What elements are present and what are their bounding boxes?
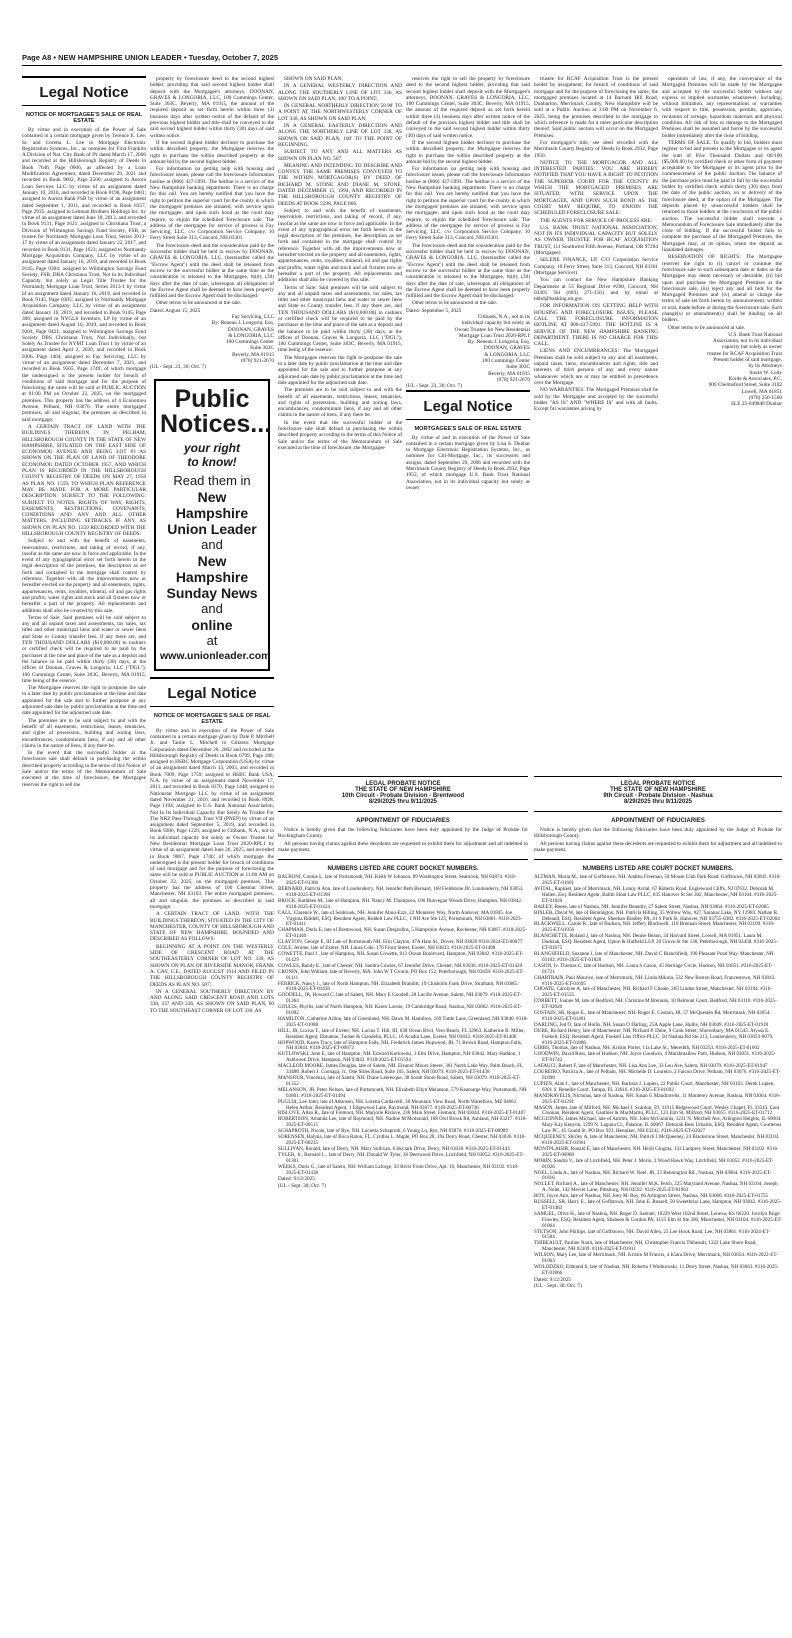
signature-block	[150, 314, 274, 364]
list-item: SORENSEN, Halyna, late of Boca Raton, FL. Cynthia L. Maple, PO Box 28, 19a Derry Road, Chester, NH 03036. #318-2025-ET-00235	[278, 1134, 526, 1146]
sig-line: By: Reneau J. Longoria, Esq.	[467, 339, 530, 346]
sig-line: DOONAN, GRAVES	[483, 345, 530, 352]
sig-line: DOONAN, GRAVES	[227, 326, 274, 333]
divider	[534, 776, 782, 777]
column-2	[150, 76, 274, 1618]
paragraph: IN A GENERAL EASTERLY DIRECTION AND ALONG THE NORTHERLY LINE OF LOT 338, AS SHOWN ON SAID PLAN, 100' TO THE POINT OF BEGINNING.	[278, 123, 402, 148]
paragraph: FOR INFORMATION ON GETTING HELP WITH HOUSING AND FORECLOSURE ISSUES, PLEASE CALL THE FORECLOSURE INFORMATION HOTLINE AT 800-437-5991. THE HOTLINE IS A SERVICE OF THE NEW HAMPSHIRE BANKING DEPARTMENT. THERE IS NO CHARGE FOR THIS CALL.	[534, 303, 658, 348]
paragraph: You can contact the New Hampshire Banking Department at 53 Regional Drive #200, Concord, NH 03301 Tel (603) 271-3561 and by email at nhbd@banking.nh.gov.	[534, 277, 658, 303]
divider	[278, 811, 528, 812]
list-item: CRONIN, John William, late of Beverly, MA. John W T Cronin, PO Box 152, Peterborough, NH 03458. #318-2025-ET-01111	[278, 968, 524, 981]
column-6	[662, 76, 782, 766]
docket-note: NUMBERS LISTED ARE COURT DOCKET NUMBERS.	[582, 866, 734, 873]
docket-note: NUMBERS LISTED ARE COURT DOCKET NUMBERS.	[327, 866, 479, 873]
paragraph: Terms of Sale: Said premises will be sold subject to any and all unpaid taxes and assessments, tax sales, tax titles and other municipal liens and water or sewer liens and State or County transfer fees, if any there are, and TEN THOUSAND DOLLARS ($10,000.00) in cashiers or certified check will be required to be paid by the purchaser at the time and place of the sale as a deposit and the balance to be paid within thirty (30) days, at the offices of Doonan, Graves & Longoria, LLC ("DGL"), 100 Cummings Center, Suite 303C, Beverly, MA 01915, time being of the essence.	[22, 614, 146, 684]
sig-line: Association, not in its individual	[712, 338, 782, 345]
list-item: ALTMAN, Maria M., late of Goffstown, NH. Andrea Freeman, 58 Moose Club Park Road, Goffstown, NH 03045. #316-2025-ET-01601	[534, 874, 781, 887]
list-item: COWETTE, Paul J., late of Hampton, NH. Susan Cowette, 813 Ocean Boulevard, Hampton, NH 03842. #318-2025-ET-01429	[278, 950, 524, 963]
column-3	[278, 76, 402, 766]
publication-run: (UL - Sept. 30; Oct. 7)	[534, 1283, 582, 1290]
sig-line: Mortgage Loan Trust 2020-RPL1	[458, 332, 530, 339]
fiduciary-list	[534, 875, 782, 1277]
ad-line: your right to know!	[184, 440, 240, 469]
paragraph: BEGINNING AT A POINT ON THE WESTERLY SIDE OF CRESCENT ROAD AT THE SOUTHEASTERLY CORNER OF LOT NO. 339, AS SHOWN ON PLAN OF RIVERSIDE MANOR, FRANK A. GAY, C.E., DATED AUGUST 1914 AND FILED IN THE HILLSBOROUGH COUNTY REGISTRY OF DEEDS AS PLAN NO. 507;	[150, 943, 274, 988]
paragraph: NO WARRANTIES: The Mortgaged Premises shall be sold by the Mortgagee and accepted by the successful bidder "AS IS" AND "WHERE IS" and with all faults. Except for warranties arising by	[534, 387, 658, 413]
sig-line: Susan W. Cody	[749, 369, 782, 376]
list-item: GOODELL, JR, Howard C, late of Salem, NH. Mary E Goodell, 28 Lucille Avenue, Salem, NH 03079. #318-2025-ET-01364	[278, 992, 522, 1005]
list-item: CLAYTON, George E, III Late of Portsmouth NH. Erin Clayton, 47A Ham St., Dover, NH 03820 #318-2024-ET-00077.	[278, 939, 524, 946]
sig-line: SLE 25-049848 Dunbar	[731, 401, 782, 408]
list-item: KUTLOWSKI, John E, late of Hampton, NH. Edward Kutlowski, 3 Elm Drive, Hampton, NH 03842. Mary Haddon, 1 Ashbrook Drive, Hampton, NH 03842. #318-2025-ET-01594	[278, 1051, 521, 1064]
ad-line: Union Leader	[167, 520, 257, 537]
list-item: LAFAUCI, Robert F, late of Manchester, NH. Lisa Ann Lee, 33 Leu Ave, Salem, NH 03079. #316-2025-ET-01947	[534, 1063, 768, 1070]
paragraph: IN A GENERAL SOUTHERLY DIRECTION BY AND ALONG SAID CRESCENT ROAD AND LOTS 338, 337 AND 336, AS SHOWN ON SAID PLAN, 60 TO THE SOUTHEAST CORNER OF LOT 336, AS	[150, 988, 274, 1014]
list-item: MANDRAVELIS, Nicholas, late of Nashua, NH. Susan G Mandravelis, 11 Monterey Avenue, Nashua, NH 03064. #316-2025-ET-01291	[534, 1092, 781, 1105]
paragraph: By virtue and in execution of the Power of Sale contained in a certain mortgage given by Terence E. Lee, Sr. and Coretta L. Lee to Mortgage Electronic Registration Systems, Inc., as nominee for First Franklin A Division of Nat. City Bank of IN dated March 17, 2006 and recorded at the Hillsborough Registry of Deeds in Book 7646, Page 0606, as affected by a Loan Modification Agreement, dated December 29, 2021 and recorded in Book 9602, Page 2500; assigned to Aurora Loan Services LLC by virtue of an assignment dated January 10, 2010, and recorded in Book 8196, Page 0481; assigned to Aurora Bank FSB by virtue of an assignment dated September 1, 2011, and recorded in Book 8357, Page 2935; assigned to Lehman Brothers Holdings Inc. by virtue of an assignment dated June 18, 2013, and recorded in Book 9131, Page 1621; assigned to Christiana Trust, a Division of Wilmington Savings Fund Society, FSB, as trustee for Normandy Mortgage Loan Trust, Series 2013-17 by virtue of an assignment dated January 22, 2017, and recorded in Book 9131, Page 1623; assigned to Normandy Mortgage Acquisition Company, LLC by virtue of an assignment dated January 16, 2019, and recorded in Book 9145, Page 0304; assigned to Wilmington Savings Fund Society, FSB, DBA Christiana Trust, Not in its Individual Capacity, but solely as Legal Title Trustee for the Normandy Mortgage Loan Trust, Series 2013-1 by virtue of an assignment dated January 16, 2019, and recorded in Book 9145, Page 0305; assigned to Normandy Mortgage Acquisition Company, LLC by virtue of an assignment dated January 16, 2019, and recorded in Book 9145, Page 306; assigned to NYGLS Investors, LP by virtue of an assignment dated August 16, 2019, and recorded in Book 9204, Page 0421; assigned to Wilmington Savings Fund Society DBS Christiana Trust, Not Individually, but Solely As Trustee for NYMT Loan Trust 1 by virtue of an assignment dated April 2, 2020, and recorded in Book 9306, Page 1404; assigned to Fay Servicing, LLC by virtue of an assignment dated December 7, 2021, and recorded in Book 9565, Page 1749; of which mortgage the undersigned is the present holder for breach of conditions of said mortgage and for the purpose of foreclosing the same will be sold at PUBLIC AUCTION at 01:00 PM on October 22, 2025, on the mortgaged premises. This property has the address of 4 Economou Avenue, Pelham, NH 03076. The entire mortgaged premises, all and singular, the premises as described in said mortgage:	[22, 127, 146, 423]
paragraph: If the second highest bidder declines to purchase the within described property, the Mortgagee reserves the right to purchase the within described property at the amount bid by the second highest bidder.	[406, 139, 530, 165]
list-item: MELANSON, JR, Peter Nelson, late of Portsmouth, NH. Elizabeth Ellyn Melanson, 579 Kearsarge Way, Portsmouth, NH 03801. #318-2025-ET-01494	[278, 1086, 527, 1099]
probate-title: LEGAL PROBATE NOTICE	[620, 781, 696, 787]
paragraph: TERMS OF SALE: To qualify to bid, bidders must register to bid and present to the Mortgagee or its agent the sum of Five Thousand Dollars and 00/100 ($5,000.00) by certified check or other form of payment acceptable to the Mortgagee or its agent prior to the commencement of the public auction. The balance of the purchase price must be paid in full by the successful bidder by certified check within thirty (30) days from the date of the public auction, on or delivery of the foreclosure deed, at the option of the Mortgagee. The deposits placed by unsuccessful bidders shall be returned to those bidders at the conclusion of the public auction. The successful bidder shall execute a Memorandum of Foreclosure Sale immediately after the close of bidding. If the successful bidder fails to complete the purchase of the Mortgaged Premises, the Mortgagee may, at its option, retain the deposit as liquidated damages.	[662, 139, 782, 254]
paragraph: The premises are to be sold subject to and with the benefit of all easements, restrictions, leases, tenancies, and rights of possession, building and zoning laws, encumbrances, condominium liens, if any and all other claims in the nature of liens, if any there be.	[278, 387, 402, 419]
ad-line: New Hampshire	[175, 552, 249, 585]
list-item: BALBONI, Connie L, late of Portsmouth, NH. Keith W Johnson, 89 Washington Street, Seabrook, NH 03874. #318-2025-ET-01366	[278, 874, 517, 887]
divider	[534, 811, 782, 812]
sig-line: By: Reneau J. Longoria, Esq.	[211, 320, 274, 327]
paragraph: A CERTAIN TRACT OF LAND WITH THE BUILDINGS THEREON IN PELHAM, HILLSBOROUGH COUNTY IN THE STATE OF NEW HAMPSHIRE, SITUATED ON THE EAST SIDE OF ECONOMOU AVENUE AND BEING LOT #3 AS SHOWN ON THE PLAN OF LAND OF THEODORE ECONOMOU DATED OCTOBER 1957, AND WHICH PLAN IS RECORDED IN THE HILLSBOROUGH COUNTY REGISTRY OF DEEDS ON MAY 27, 1958 AS PLAN NO. 1559. TO WHICH PLAN REFERENCE MAY BE MADE FOR A MORE PARTICULAR DESCRIPTION. SUBJECT TO THE FOLLOWING: SUBJECT TO NOTES, RIGHTS OF WAY, RIGHTS, EASEMENTS, RESTRICTIONS, COVENANTS, CONDITIONS AND ANY AND ALL OTHER MATTERS, INCLUDING SETBACKS IF ANY, AS SHOWN ON PLAN NO. 1559 RECORDED WITH THE HILLSBOROUGH COUNTY REGISTRY OF DEEDS.	[22, 423, 146, 537]
list-item: SAMUEL, Olive H., late of Nashua, NH. Roger D. Samuel, 19229 West 102nd Street, Lenexa, KS 66220. Jocelyn Paige Frawley, ESQ. Resident Agent, Shaheen & Gordon PA, 1155 Elm St Ste 300, Manchester, NH 03104. #316-2025-ET-01864	[534, 1210, 782, 1229]
paragraph: The Mortgagee reserves the right to postpone the sale to a later date by public proclamation at the time and date appointed for the sale and to further postpone at any adjourned sale date by public proclamation at the time and date appointed for the adjourned sale date.	[22, 685, 146, 717]
paragraph: The premises are to be sold subject to and with the benefit of all easements, restrictions, leases, tenancies, and rights of possession, building and zoning laws, encumbrances, condominium liens, if any and all other claims in the nature of liens, if any there be.	[22, 717, 146, 749]
divider	[534, 859, 782, 860]
ad-line: and	[201, 536, 223, 552]
paragraph: SHOWN ON SAID PLAN;	[284, 76, 343, 82]
sig-line: capacity but solely as owner	[721, 344, 782, 351]
sig-line: Suite 303C	[250, 345, 274, 352]
legal-notice-heading: Legal Notice	[406, 390, 530, 420]
sig-line: Beverly, MA 01915	[232, 351, 274, 358]
paragraph: Notice is hereby given that the following fiduciaries have been duly appointed by the Judge of Probate for Hillsborough County.	[534, 827, 782, 840]
paragraph: THE AGENTS FOR SERVICE OF PROCESS ARE:	[540, 217, 653, 224]
list-item: GOULIS, Phyllis, late of North Hampton, NH. Karen Lavoie, 19 Cambridge Road, Nashua, NH 03062. #318-2025-ET-01092	[278, 1004, 522, 1017]
list-item: CHOATE, Carolyne A, late of Manchester, NH. Richard F Choate, 265 Linden Street, Manchester, NH 03104. #316-2025-ET-01535	[534, 986, 773, 999]
paragraph: In the event that the successful bidder at the foreclosure sale shall default in purchasing the within described property according to the terms of this Notice of Sale and/or the terms of the Memorandum of Sale executed at the time of foreclosure, the Mortgagee reserves the right to sell the	[22, 750, 146, 788]
list-item: GOODWIN, David Ross, late of Hudson, NH. Joyce Goodwin, 4 Marshmallow Path, Hudson, NH 03051. #316-2025-ET-01742	[534, 1051, 776, 1064]
list-item: HILL, JR, Lucius T., late of Exeter, NH. Lucius T. Hill, III, 638 Ocean Blvd, Vero Beach, FL 32963. Katherine B. Miller, Resident Agent, Donahue, Tucker & Ciandella, PLLC, 16 Acadia Lane, Exeter, NH 03833. #318-2025-ET-01408	[278, 1027, 525, 1040]
list-item: STETSON, John Phillips, late of Goffstown, NH. David Allen, 23 Lee Hook Road, Lee, NH 03861. #316-2024-ET-01584	[534, 1228, 770, 1241]
paragraph: Other terms to be announced at the sale.	[156, 300, 242, 307]
notice-title: NOTICE OF MORTGAGEE'S SALE OF REAL ESTATE	[25, 112, 143, 124]
list-item: WOLODZKO, Edmund S, late of Nashua, NH. Roberta J Woitkowski, 11 Derry Street, Nashua, NH 03063. #316-2025-ET-01866	[534, 1264, 779, 1276]
list-item: BERNARD, Patricia Ann, late of Londonderry, NH. Jennifer Beth Bernard, 168 Fieldstone Dr, Londonderry, NH 03053. #318-2025-ET-01398	[278, 886, 524, 898]
fiduciary-list	[278, 875, 528, 1176]
list-item: COWLES, Randy E., late of Chester, NH. Sandra Cowles, 67 Jennifer Drive, Chester, NH 03036. #318-2025-ET-01420	[278, 962, 523, 969]
sig-line: Present holder of said mortgage,	[713, 357, 782, 364]
publication-run: (UL - Sept. 23, 30; Oct. 7)	[150, 364, 206, 371]
signature-block	[406, 314, 530, 383]
paragraph: The foreclosure deed and the consideration paid by the successful bidder shall be held in escrow by DOONAN, GRAVES & LONGORIA, LLC, (hereinafter called the "Escrow Agent") until the deed shall be released from escrow to the successful bidder at the same time as the consideration is released to the Mortgagee, thirty (30) days after the date of sale, whereupon all obligations of the Escrow Agent shall be deemed to have been properly fulfilled and the Escrow Agent shall be discharged.	[150, 242, 274, 300]
sig-line: by its Attorneys	[748, 363, 782, 370]
sig-line: 100 Cummings Center	[226, 339, 274, 346]
paragraph: All persons having claims against these decedents are requested to exhibit them for adjustment and all indebted to make payment.	[534, 840, 782, 853]
list-item: CASON, Iv. Thomas C, late of Hudson, NH. Laura S Cason, 45 Heritage Circle, Hudson, NH 03051. #316-2025-ET-01721	[534, 962, 773, 975]
notice-body	[22, 127, 146, 788]
paragraph: IN A GENERAL WESTERLY DIRECTION AND ALONG THE SOUTHERLY LINE OF LOT 336, AS SHOWN ON SAID PLAN, 100' TO A POINT;	[278, 83, 402, 102]
paragraph: In the event that the successful bidder at the foreclosure sale shall default in purchasing the within described property according to the terms of this Notice of Sale and/or the terms of the Memorandum of Sale executed at the time of foreclosure, the Mortgagee	[278, 419, 402, 451]
sig-line: Fay Servicing, LLC	[231, 313, 274, 320]
ad-line: Sunday News	[166, 584, 258, 601]
sig-line: (978) 921-2670	[240, 358, 274, 365]
list-item: MASON, James, late of Milford, NH. Michael J. Scanlon, 59, 31915 Ridgewood Court, Wesley Chapel, FL 33543. Cara Cloonan, Resident Agent, Gauthier & MacMartin, PLLC, 123 Elm St, Milford, NH 03055. #316-2025-ET-01712	[534, 1104, 780, 1117]
paragraph: operation of law, if any, the conveyance of the Mortgaged Premises will be made by the Mortgagee and accepted by the successful bidder without any express or implied warranties whatsoever, including, without limitation, any representations or warranties with respect to title, possession, permits, approvals, recitation of acreage, hazardous materials and physical condition. All risk of loss or damage to the Mortgaged Premises shall be assumed and borne by the successful bidder immediately after the close of bidding.	[662, 76, 782, 139]
ad-line: at	[206, 632, 218, 648]
list-item: MCGUINNIS, James Michael, late of Antrim, NH. John McGuinnis, 1231 N. Mitchell Ave, Arlington Heights, IL 60004. Mary Kay Kenyon, 1299 N. Laguna Ct., Palatine, IL 60067. Deborah Bess Urbaitis, ESQ. Resident Agent, Courteous Law PC, 45 Gould St, PO Box 923, Henniker, NH 03242. #316-2025-ET-02027	[534, 1116, 782, 1135]
paragraph: The Mortgagee reserves the right to postpone the sale to a later date by public proclamation at the time and date appointed for the sale and to further postpone at any adjourned sale date by public proclamation at the time and date appointed for the adjourned sale date.	[278, 354, 402, 386]
probate-subtitle: APPOINTMENT OF FIDUCIARIES	[356, 818, 450, 824]
list-item: SULLIVAN, Ronald, late of Derry, NH. Mary Sullivan, 6 Skylark Drive, Derry, NH 03038. #318-2025-ET-01443	[278, 1145, 510, 1152]
list-item: SCHAPROTH, Nicole, late of Rye, NH. Lucretia Schaproth, 6 Young Ln, Rye, NH 03870. #318-2025-ET-00909	[278, 1128, 508, 1135]
sig-line: U.S. Bank Trust National	[728, 331, 782, 338]
list-item: GIBBS, Thomas, late of Nashua, NH. Kristin Porter, 11a Lake St., Meredith, NH 03253. #316-2025-ET-01602	[534, 1045, 760, 1052]
probate-state: THE STATE OF NEW HAMPSHIRE	[610, 787, 706, 793]
ad-url: www.unionleader.com	[160, 649, 271, 662]
dated-line: Dated: August 15, 2025	[150, 307, 201, 314]
public-notices-ad	[154, 379, 270, 671]
list-item: MONTPLAISIR, Ronald E, late of Manchester, NH. Heidi Gingras, 133 Lamprey Street, Manchester, NH 03102. #316-2025-ET-00980	[534, 1145, 779, 1158]
notice-title: NOTICE OF MORTGAGEE'S SALE OF REAL ESTATE	[153, 712, 271, 725]
probate-notice-brentwood	[278, 770, 528, 1618]
legal-notice-heading: Legal Notice	[150, 677, 274, 707]
ad-line: Public	[174, 384, 250, 413]
sig-line: & LONGORIA, LLC	[228, 332, 274, 339]
list-item: CHAPMAN, Doris E, late of Brentwood, NH. Susan Desjardins, 5 Hampshire Avenue, Rochester, NH 03867. #318-2025-ET-01440	[278, 927, 527, 940]
sig-line: Beverly, MA 01915	[488, 370, 530, 377]
paragraph: Other terms to be announced at the sale.	[412, 300, 498, 307]
list-item: BAILEY, Reese, late of Nashua, NH. Jennifer Beaudry, 27 Salem Street, Nashua, NH 03064. #316-2025-ET-02085	[534, 903, 769, 910]
paragraph: If the second highest bidder declines to purchase the within described property, the Mortgagee reserves the right to purchase the within described property at the amount bid by the second highest bidder.	[150, 139, 274, 165]
list-item: BROCK, Kathleen M., late of Hampton, NH. Nancy M. Thompson, 106 Dunvegan Woods Drive, Hampton, NH 03842. #318-2025-ET-01424	[278, 897, 523, 910]
list-item: MORIN, Sandra V., late of Litchfield, NH. Peter J. Morin, 3 Wood Hawk Way, Litchfield, NH 03052. #316-2025-ET-01926	[534, 1157, 774, 1170]
paragraph: U.S. BANK TRUST NATIONAL ASSOCIATION, NOT IN ITS INDIVIDUAL CAPACITY BUT SOLELY AS OWNER TRUSTEE FOR RCAF ACQUISITION TRUST, 111 Southwest Fifth Avenue, Portland, OR 97204 (Mortgagee)	[534, 224, 658, 257]
sig-line: 100 Cummings Center	[482, 358, 530, 365]
paragraph: Other terms to be announced at sale.	[668, 324, 746, 331]
signature-block	[662, 332, 782, 408]
dated-line: Dated: September 5, 2025	[406, 307, 462, 314]
column-5	[534, 76, 658, 766]
ad-line: and	[201, 600, 223, 616]
list-item: BIXLER, David W, late of Bennington, NH. Patricia Hilling, 35 Willow Way, #27, Saranac Lake, NY 12983. Nathan R. Deleault, ESQ. Resident Agent, Sheehan Bradley PA, 41 S Park St, Hanover, NH 03755-0382. #316-2025-ET-02004	[534, 909, 780, 922]
paragraph: Terms of Sale: Said premises will be sold subject to any and all unpaid taxes and assessments, tax sales, tax titles and other municipal liens and water or sewer liens and State or County transfer fees, if any there are, and TEN THOUSAND DOLLARS ($10,000.00) in cashiers or certified check will be required to be paid by the purchaser at the time and place of the sale as a deposit and the balance to be paid within thirty (30) days, at the offices of Doonan, Graves & Longoria, LLC ("DGL"), 100 Cummings Center, Suite 303C, Beverly, MA 01915, time being of the essence.	[278, 284, 402, 354]
paragraph: LIENS AND ENCUMBRANCES: The Mortgaged Premises shall be sold subject to any and all easements, unpaid taxes, liens, encumbrances and rights, title and interests of third persons of any and every nature whatsoever which are or may be entitled to precedence over the Mortgage.	[534, 348, 658, 386]
ad-line: online	[191, 616, 233, 633]
ad-line: Notices...	[160, 409, 272, 438]
list-item: ROBERTSON, Amanda Lee, late of Raymond, NH. Nadine M Mcdonald, 188 Owl Brook Rd, Ashland, NH 03217. #318-2025-ET-00515	[278, 1116, 527, 1129]
list-item: BLANCHFIELD, Suzanne J, late of Manchester, NH. David C Blanchfield, 190 Pleasant Pond Way, Manchester, NH 03102. #316-2025-ET-01828	[534, 950, 774, 963]
probate-notice-nashua	[534, 770, 782, 1618]
paragraph: Subject to and with the benefit of easements, reservation, restrictions, and taking of record, if any, insofar as the same are now in force and applicable. In the event of any typographical error set forth herein in the legal description of the premises, the description as set forth and contained in the mortgage shall control by reference. Together with all the improvements now or hereafter erected on the property and all easements, rights, appurtenances, rents, royalties, mineral, oil and gas rights and profits, water rights and stock and all fixtures now or hereafter a part of the property. All replacements and additions shall also be covered by this sale.	[278, 207, 402, 284]
divider	[278, 859, 528, 860]
list-item: TYLER, Jr., Bernard L., late of Derry, NH. Donald W. Tyler, 36 Deerwood Drive, Litchfield, NH 03052. #318-2025-ET-01301	[278, 1151, 524, 1164]
list-item: NOLLET, Richard A., late of Manchester, NH. Jennifer M.K. Felch, 225 Maryland Avenue, Nashua, NH 03104. Joseph A. Nolet, 142 Mercer Lane, Pittsburg, NH 03592. #316-2025-ET-01963	[534, 1181, 778, 1194]
sig-line: Citibank, N.A., not in its	[477, 313, 530, 320]
dated-line: Dated: 9/12/2025	[278, 1176, 315, 1183]
sig-line: Korde & Associates, P.C.	[728, 375, 782, 382]
paragraph: Subject to and with the benefit of easements, reservations, restrictions, and taking of record, if any, insofar as the same are now in force and applicable. In the event of any typographical error set forth herein in the legal description of the premises, the description as set forth and contained in the mortgage shall control by reference. Together with all the improvements now or hereafter erected on the property and all easements, rights, appurtenances, rents, royalties, mineral, oil and gas rights and profits, water rights and stock and all fixtures now or hereafter a part of the property. All replacements and additions shall also be covered by this sale.	[22, 538, 146, 614]
list-item: BLACKWELL, Carole R., late of Hudson, NH. Jeffery Blackwell, 110 Brennan Street, Manchester, NH 03109. #316-2025-ET-01956	[534, 921, 775, 934]
divider	[278, 776, 528, 777]
legal-notice-heading: Legal Notice	[22, 76, 146, 106]
list-item: DARLING, Jed O, late of Hollis, NH. Susan O Darling, 25A Apple Lane, Hollis, NH 03049. #316-2025-ET-01918	[534, 1021, 769, 1028]
paragraph: By virtue of and in execution of the Power of Sale contained in a certain mortgage given by Lisa S. Dunbar to Mortgage Electronic Registration Systems, Inc., as nominee for Citi-Mortgage, Inc., its successors and assigns, dated September 29, 2006 and recorded with the Merrimack County Registry of Deeds in Book 2932, Page 1952, of which mortgage U.S. Bank Trust National Association, not in its individual capacity but solely as owner	[406, 434, 530, 491]
sig-line: Owner Trustee for New Residential	[454, 326, 530, 333]
list-item: MANSOUR, Vincenza, late of Salem, NH. Diane Labrecque, 38 South Shore Road, Salem, NH 03079. #318-2025-ET-01352	[278, 1075, 521, 1087]
sig-line: 900 Chelmsford Street, Suite 3102	[708, 382, 782, 389]
probate-dates: 8/29/2025 thru 9/11/2025	[368, 799, 438, 805]
probate-state: THE STATE OF NEW HAMPSHIRE	[355, 787, 451, 793]
list-item: WILSON, Mary Lee, late of Merrimack, NH. Kristin M Francis, 4 Klara Drive, Merrimack, NH 03054. #316-2022-ET-01063	[534, 1252, 778, 1265]
list-item: RISLOVE, Allan R., late of Fremont, NH. Marjorie Rislove, 236 Main Street, Fremont, NH 03044. #318-2025-ET-01407	[278, 1110, 526, 1117]
list-item: COLE, Jerome, late of Exeter, NH. Laura Cole, 176 Front Street, Exeter, NH 03833. #318-2025-ET-01498	[278, 945, 496, 952]
list-item: MACLEOD MOORE, James Douglas, late of Salem, NH. Eleanor Moore Steere, 301 North Lake Way, Palm Beach, FL 33480. Robert J. Coonaga, Jr., One Stiles Road, Suite 105, Salem, NH 03079. #318-2025-ET-01458	[278, 1063, 523, 1076]
paragraph: property by foreclosure deed to the second highest bidder, providing that said second highest bidder shall deposit with the Mortgagee's attorneys, DOONAN, GRAVES & LONGORIA, LLC, 100 Cummings Center, Suite 303C, Beverly, MA 01915, the amount of the required deposit as set forth herein within three (3) business days after written notice of the default of the previous highest bidder and title shall be conveyed to the said second highest bidder within thirty (30) days of said written notice.	[150, 76, 274, 139]
sig-line: Lowell, MA 01851	[741, 388, 782, 395]
sig-line: (978) 921-2670	[496, 376, 530, 383]
sig-line: & LONGORIA, LLC	[484, 351, 530, 358]
list-item: CHARTRAIN, Paul Maurice, late of Merrimack, NH. Linda Mikula, 532 New Boston Road, Francestown, NH 03043. #316-2025-ET-01695	[534, 974, 776, 987]
list-item: HAMILTON, Catherine Arline, late of Greenland, NH. Dawn M. Hamilton, 169 Tuttle Lane, Greenland, NH 03840. #318-2025-ET-01088	[278, 1015, 528, 1028]
list-item: HOPWOOD, Karen Tracy, late of Hampton Falls, NH. Frederick James Hopwood, JR, 71 Brown Road, Hampton Falls, NH 03844. #318-2025-ET-00872	[278, 1039, 523, 1052]
list-item: DUBE, Richard Henry, late of Manchester, NH. Richard P. Dube, 9 Cook Street, Shrewsbury, MA 01545. Alyssa E. Foekell, ESQ. Resident Agent, Foekell Law Office PLLC, 50 Nashua Rd Ste 213, Londonderry, NH 03053-0079. #316-2025-ET-01886	[534, 1027, 774, 1046]
probate-court: 9th Circuit - Probate Division - Nashua	[603, 793, 713, 799]
ad-line: Read them in	[173, 472, 251, 488]
probate-court: 10th Circuit - Probate Division - Brentwood	[341, 793, 465, 799]
list-item: PUGLIA, Lee John, late of Atkinson, NH. Loretta Cardavelli, 38 Mountain View Road, North Waterboro, ME 04061. Helen Arthur, Resident Agent, 1 Edgewood Lane, Raymond, NH 03077. #318-2025-ET-00736	[278, 1098, 518, 1111]
paragraph: trustee for RCAF Acquisition Trust is the present holder by assignment, for breach of conditions of said mortgage and for the purpose of foreclosing the same, the mortgaged premises located at 14 Barnard Hill Road, Dunbarton, Merrimack County, New Hampshire will be sold at a Public Auction at 3:00 PM on November 6, 2025, being the premises described in the mortgage to which reference is made for a more particular description thereof. Said public auction will occur on the Mortgaged Premises.	[534, 76, 658, 139]
paragraph: For mortgagor's title, see deed recorded with the Merrimack County Registry of Deeds in Book 2932, Page 1950.	[534, 139, 658, 159]
list-item: FERRICK, Nancy J., late of North Hampton, NH. Elizabeth Bramlitt, 19 Chisholm Farm Drive, Stratham, NH 03885. #318-2025-ET-01456	[278, 980, 519, 993]
list-item: ROY, Joyce Ann, late of Nashua, NH. Joey M. Roy, 66 Arlington Street, Nashua, NH 03060. #316-2025-ET-01755	[534, 1193, 769, 1200]
paragraph: NOTICE TO THE MORTGAGOR AND ALL INTERESTED PARTIES: YOU ARE HEREBY NOTIFIED THAT YOU HAVE A RIGHT TO PETITION THE SUPERIOR COURT FOR THE COUNTY IN WHICH THE MORTGAGED PREMISES ARE SITUATED, WITH SERVICE UPON THE MORTGAGEE, AND UPON SUCH BOND AS THE COURT MAY REQUIRE, TO ENJOIN THE SCHEDULED FORECLOSURE SALE.	[534, 159, 658, 217]
publication-run: (UL - Sept. 30; Oct. 7)	[278, 1182, 326, 1189]
paragraph: reserves the right to sell the property by foreclosure deed to the second highest bidder, providing that said second highest bidder shall deposit with the Mortgagee's attorneys, DOONAN, GRAVES & LONGORIA, LLC, 100 Cummings Center, Suite 303C, Beverly, MA 01915, the amount of the required deposit as set forth herein within three (3) business days after written notice of the default of the previous highest bidder and title shall be conveyed to the said second highest bidder within thirty (30) days of said written notice.	[406, 76, 530, 139]
list-item: NOEL, Linda A., late of Nashua, NH. Richard W. Noel, JR, 25 Bennington Rd., Nashua, NH 03064. #316-2025-ET-01816	[534, 1169, 772, 1182]
paragraph: SELENE FINANCE, LP, C/O Corporation Service Company, 10 Ferry Street, Suite 313, Concord, NH 03301 (Mortgage Servicer)	[534, 257, 658, 276]
paragraph: The foreclosure deed and the consideration paid by the successful bidder shall be held in escrow by DOONAN, GRAVES & LONGORIA, LLC, (hereinafter called the "Escrow Agent") until the deed shall be released from escrow to the successful bidder at the same time as the consideration is released to the Mortgagee, thirty (30) days after the date of sale, whereupon all obligations of the Escrow Agent shall be deemed to have been properly fulfilled and the Escrow Agent shall be discharged.	[406, 242, 530, 300]
list-item: LOUREIRO, Patricia A., late of Pelham, NH. Michelle D. Loureiro, 2 Falcon Drive, Pelham, NH 03076. #316-2025-ET-01898	[534, 1069, 781, 1081]
notice-title: MORTGAGEE'S SALE OF REAL ESTATE	[414, 425, 522, 432]
ad-line: New Hampshire	[175, 488, 249, 521]
list-item: RUSSELL, SR, Harry E., late of Goffstown, NH. John E. Russell, 50 Sweetbriar Lane, Hampton, NH 03842. #316-2025-ET-01483	[534, 1199, 782, 1211]
probate-subtitle: APPOINTMENT OF FIDUCIARIES	[611, 818, 705, 824]
sig-line: individual capacity but solely as	[461, 320, 530, 327]
list-item: AVITAL, Raphael, late of Merrimack, NH. Lonny Avital, 67 Roberts Road, Englewood Cliffs, NJ 07632. Deborah M. Hallen, Esq. Resident Agent, Ballin Sloat Law PLLC, 835 Hanover St Ste 302, Manchester, NH 03104. #316-2025-ET-01826	[534, 886, 778, 904]
sig-line: trustee for RCAF Acquisition Trust	[707, 350, 782, 357]
dated-line: Dated: 9/12/2025	[534, 1276, 571, 1283]
list-item: BLANCHETTE, Roland J, late of Nashua, NH. Denise Beaun, 34 Harvard Street, Lowell, MA 01851. Laura M. Dudziak, ESQ. Resident Agent, Upton & Hatfield LLP, 20 Grove St Ste 130, Peterborough, NH 03458. #316-2025-ET-01675	[534, 933, 778, 952]
paragraph: IN GENERAL NORTHERLY DIRECTION 58.98' TO A POINT AT THE NORTHWESTERLY CORNER OF LOT 338, AS SHOWN ON SAID PLAN;	[278, 103, 402, 122]
list-item: WEEKS, Doris G., late of Salem, NH. William Laforge, 33 River Front Drive, Apt. 10, Manchester, NH 03102. #318-2025-ET-01438	[278, 1163, 519, 1176]
list-item: MCQUEENEY, Shirley A, late of Manchester, NH. Patrick J McQueeney, 24 Blackstone Street, Manchester, NH 03103. #316-2025-ET-01961	[534, 1134, 780, 1146]
list-item: THIBEAULT, Pauline Nault, late of Manchester, NH. Christopher Francis Thibeault, 1222 Lake Shore Road, Manchester, NH 03109. #316-2025-ET-01811	[534, 1240, 757, 1253]
column-4	[406, 76, 530, 766]
sig-line: Suite 303C	[506, 364, 530, 371]
sig-line: (978) 256-1500	[748, 394, 782, 401]
list-item: LUPIEN, Alan J., late of Manchester, NH. Barbara J. Lupien, 22 Public Court, Manchester, NH 03103. Derek Lupien, 6301 S. Renellie Court, Tampa, FL 33616. #316-2025-ET-01692	[534, 1080, 775, 1093]
paragraph: All persons having claims against these decedents are requested to exhibit them for adjustment and all indebted to make payment.	[278, 840, 528, 853]
probate-dates: 8/29/2025 thru 9/11/2025	[623, 799, 693, 805]
paragraph: Notice is hereby given that the following fiduciaries have been duly appointed by the Judge of Probate for Rockingham County.	[278, 827, 528, 840]
paragraph: RESERVATION OF RIGHTS: The Mortgagee reserves the right to (i) cancel or continue the foreclosure sale to such subsequent date or dates as the Mortgagee may deem necessary or desirable, (ii) bid upon and purchase the Mortgaged Premises at the foreclosure sale, (iii) reject any and all bids for the Mortgaged Premises and (iv) amend or change the terms of sale set forth herein by announcement, written or oral, made before or during the foreclosure sale. Such change(s) or amendment(s) shall be binding on all bidders.	[662, 254, 782, 324]
paragraph: By virtue and in execution of the Power of Sale contained in a certain mortgage given by Dale P. Mitchell Jr. and Tamie L. Mitchell to Citizens Mortgage Corporation dated December 20, 2002 and recorded at the Hillsborough Registry of Deeds in Book 6799, Page 186; assigned to HSBC Mortgage Corporation (USA) by virtue of an assignment dated March 13, 2003, and recorded in Book 7009, Page 1759; assigned to HSBC Bank USA, N.A. by virtue of an assignment dated November 17, 2011, and recorded in Book 8370, Page 1448; assigned to Nationstar Mortgage LLC by virtue of an assignment dated November 21, 2016, and recorded in Book 8928, Page 1194; assigned to U.S. Bank National Association, Not In Its Individual Capacity But Solely As Trustee For The NRZ Pass-Through Trust VII (PNEP) by virtue of an assignment dated September 5, 2019, and recorded in Book 9206, Page 1226; assigned to Citibank, N.A., not in its individual capacity but solely as Owner Trustee for New Residential Mortgage Loan Trust 2020-RPL1 by virtue of an assignment dated June 26, 2025, and recorded in Book 9867, Page 1746; of which mortgage the undersigned is the present holder for breach of conditions of said mortgage and for the purpose of foreclosing the same will be sold at PUBLIC AUCTION at 11:00 AM on October 22, 2025, on the mortgaged premises. This property has the address of 100 Chestnut Street, Manchester, NH 03103. The entire mortgaged premises, all and singular, the premises as described in said mortgage:	[150, 727, 274, 910]
list-item: CORBETT, Joanne M, late of Bedford, NH. Christine M Brennan, 10 Belmont Court, Bedford, NH 03110. #316-2025-ET-02020	[534, 998, 777, 1011]
list-item: COSTAIN, SR, Roger E., late of Manchester, NH. Roger E. Costain, JR, 57 McQuesten Rd, Merrimack, NH 03054. #316-2025-ET-01481	[534, 1010, 771, 1022]
publication-run: (UL - Sept. 23, 30; Oct. 7)	[406, 383, 462, 390]
probate-title: LEGAL PROBATE NOTICE	[365, 781, 441, 787]
paragraph: SUBJECT TO ANY AND ALL MATTERS AS SHOWN ON PLAN NO. 507.	[278, 149, 402, 162]
list-item: CALL, Clarence W., late of Seabrook, NH. Jennifer Abou-Ezzi, 22 Monterey Way, North Andover, MA 01845. Joe Virginia Riddell, ESQ. Resident Agent, Riddell Law PLLC, 1 NH Ave Ste 125, Portsmouth, NH 03801. #318-2025-ET-01411	[278, 909, 523, 928]
paragraph: MEANING AND INTENDING TO DESCRIBE AND CONVEY THE SAME PREMISES CONVEYED TO THE WITHIN MORTGAGOR(S) BY DEED OF RICHARD M. STONE AND DIANE M. STONE, DATED DECEMBER 15, 1994, AND RECORDED IN THE HILLSBOROUGH COUNTY REGISTRY OF DEEDS AT BOOK 5598, PAGE 866.	[278, 162, 402, 207]
paragraph: For information on getting help with housing and foreclosure issues, please call the foreclosure information hotline at (800) 437-5991. The hotline is a service of the New Hampshire banking department. There is no charge for this call. You are hereby notified that you have the right to petition the superior court for the county in which the mortgaged premises are situated, with service upon the mortgagee, and upon such bond as the court may require, to enjoin the scheduled foreclosure sale. The address of the mortgagee for service of process is Fay Servicing, LLC, c/o Corporation Service Company, 10 Ferry Street Suite 313, Concord, NH 03301.	[150, 166, 274, 242]
page-header: Page A8 • NEW HAMPSHIRE UNION LEADER • Tuesday, October 7, 2025	[22, 53, 782, 66]
column-1	[22, 76, 146, 1618]
paragraph: A CERTAIN TRACT OF LAND, WITH THE BUILDINGS THEREON, SITUATED IN THE CITY OF MANCHESTER, COUNTY OF HILLSBOROUGH AND STATE OF NEW HAMPSHIRE, BOUNDED AND DESCRIBED AS FOLLOWS:	[150, 911, 274, 943]
paragraph: For information on getting help with housing and foreclosure issues, please call the foreclosure information hotline at (800) 437-5991. The hotline is a service of the New Hampshire banking department. There is no charge for this call. You are hereby notified that you have the right to petition the superior court for the county in which the mortgaged premises are situated, with service upon the mortgagee, and upon such bond as the court may require, to enjoin the scheduled foreclosure sale. The address of the mortgagee for service of process is Fay Servicing, LLC, c/o Corporation Service Company, 10 Ferry Street Suite 313, Concord, NH 03301.	[406, 166, 530, 242]
